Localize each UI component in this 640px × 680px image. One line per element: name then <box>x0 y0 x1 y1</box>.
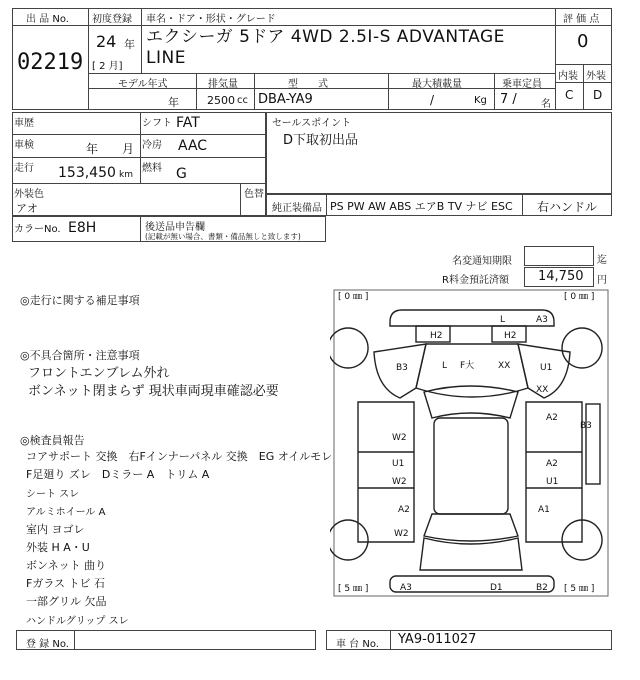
recycle-unit: 円 <box>597 275 607 286</box>
inspection-month: 月 <box>122 142 135 156</box>
damage-mark: A3 <box>400 583 412 593</box>
interior-label: 内装 <box>558 71 578 82</box>
divider <box>140 112 141 183</box>
divider <box>88 25 556 26</box>
exterior-label: 外装 <box>586 71 606 82</box>
rear-left-wheel-shape <box>330 520 368 560</box>
defect-line: フロントエンブレム外れ <box>28 366 170 381</box>
displacement-label: 排気量 <box>208 79 238 90</box>
damage-mark: XX <box>498 361 511 371</box>
divider <box>12 25 89 26</box>
inspector-line: ボンネット 曲り <box>26 559 107 572</box>
inspection-label: 車検 <box>14 140 34 151</box>
repaint-label: 色替 <box>244 189 264 200</box>
damage-mark: U1 <box>392 459 405 469</box>
damage-mark: B3 <box>580 421 592 431</box>
damage-mark: D1 <box>490 583 503 593</box>
defect-line: ボンネット閉まらず 現状車両現車確認必要 <box>28 384 279 399</box>
name-change-box <box>524 246 594 266</box>
aircon-label: 冷房 <box>142 140 162 151</box>
mileage-unit: km <box>119 170 133 180</box>
mileage: 153,450 <box>58 165 116 181</box>
model-type-label: 型 式 <box>288 79 328 90</box>
lot-label: 出 品 No. <box>26 14 69 25</box>
name-change-label: 名変通知期限 <box>452 256 512 267</box>
inspector-line: 外装 H A・U <box>26 541 90 554</box>
left-body-side-shape <box>358 402 414 542</box>
color-no-label: カラーNo. <box>14 224 61 235</box>
front-right-wheel-shape <box>562 328 602 368</box>
divider <box>141 8 142 74</box>
interior-score: C <box>565 88 574 102</box>
front-bumper-shape <box>390 310 554 326</box>
inspector-line: シート スレ <box>26 489 80 500</box>
displacement: 2500 <box>207 94 235 107</box>
tire-depth-front-left: [ 0 ㎜ ] <box>338 292 369 302</box>
tire-depth-front-right: [ 0 ㎜ ] <box>564 292 595 302</box>
car-name: エクシーガ 5ドア 4WD 2.5I-S ADVANTAGE LINE <box>146 27 505 68</box>
divider <box>555 25 612 26</box>
inspector-line: 一部グリル 欠品 <box>26 595 107 608</box>
trunk-shape <box>420 538 522 570</box>
divider <box>494 73 495 110</box>
damage-mark: W2 <box>394 529 409 539</box>
damage-mark: A2 <box>546 413 558 423</box>
inspector-line: 室内 ヨゴレ <box>26 523 85 536</box>
windshield-shape <box>424 386 518 418</box>
inspector-line: コアサポート 交換 右Fインナーパネル 交換 EG オイルモレ <box>26 450 333 463</box>
damage-mark: B3 <box>396 363 408 373</box>
tire-depth-rear-right: [ 5 ㎜ ] <box>564 584 595 594</box>
shift: FAT <box>176 115 200 131</box>
damage-mark: H2 <box>430 331 443 341</box>
car-name-label: 車名・ドア・形状・グレード <box>146 14 276 25</box>
divider <box>140 216 141 242</box>
inspector-line: Fガラス トビ 石 <box>26 577 105 590</box>
chassis-no-label: 車 台 No. <box>336 639 379 650</box>
damage-mark: A3 <box>536 315 548 325</box>
history-label: 車歴 <box>14 118 34 129</box>
fuel-label: 燃料 <box>142 163 162 174</box>
equipment-label: 純正装備品 <box>272 203 322 214</box>
damage-mark: H2 <box>504 331 517 341</box>
divider <box>522 194 523 216</box>
divider <box>390 630 391 650</box>
capacity-label: 乗車定員 <box>502 79 542 90</box>
aircon: AAC <box>178 138 208 154</box>
name-change-unit: 迄 <box>597 255 607 266</box>
damage-mark: U1 <box>546 477 559 487</box>
divider <box>583 64 584 110</box>
score-label: 評 価 点 <box>563 14 600 25</box>
tire-depth-rear-left: [ 5 ㎜ ] <box>338 584 369 594</box>
damage-mark: A1 <box>538 505 550 515</box>
model-year-unit: 年 <box>168 96 179 109</box>
first-reg-label: 初度登録 <box>92 14 132 25</box>
divider <box>12 157 266 158</box>
roof-shape <box>434 418 508 514</box>
model-type: DBA-YA9 <box>258 92 313 107</box>
first-reg-year: 24 <box>96 32 117 51</box>
capacity-unit: 名 <box>541 99 551 110</box>
front-left-wheel-shape <box>330 328 368 368</box>
color-label: 外装色 <box>14 189 44 200</box>
max-load-unit: Kg <box>474 95 487 106</box>
divider <box>74 630 75 650</box>
driving-title: ◎走行に関する補足事項 <box>20 294 140 307</box>
inspector-line: ハンドルグリップ スレ <box>26 616 129 627</box>
color-no: E8H <box>68 220 97 236</box>
equipment: PS PW AW ABS エアB TV ナビ ESC <box>330 200 513 213</box>
divider <box>12 134 266 135</box>
divider <box>388 73 389 110</box>
warranty-label: 後送品申告欄 <box>145 222 205 233</box>
defects-title: ◎不具合箇所・注意事項 <box>20 349 140 362</box>
lot-number: 02219 <box>17 50 84 75</box>
damage-mark: L <box>500 315 506 325</box>
recycle-label: R料金預託済額 <box>442 275 509 286</box>
inspection-year: 年 <box>86 142 99 156</box>
damage-mark: XX <box>536 385 549 395</box>
shift-label: シフト <box>142 118 172 129</box>
damage-mark: A2 <box>398 505 410 515</box>
steering: 右ハンドル <box>537 200 598 214</box>
divider <box>12 183 266 184</box>
inspector-line: F足廻り ズレ Dミラー A トリム A <box>26 468 210 481</box>
displacement-unit: cc <box>237 95 248 106</box>
fuel: G <box>176 166 187 182</box>
divider <box>240 183 241 216</box>
damage-mark: F大 <box>460 361 475 371</box>
damage-mark: L <box>442 361 448 371</box>
damage-mark: A2 <box>546 459 558 469</box>
divider <box>254 73 255 110</box>
damage-mark: U1 <box>540 363 553 373</box>
divider <box>196 73 197 110</box>
divider <box>326 194 327 216</box>
damage-mark: W2 <box>392 433 407 443</box>
color: アオ <box>16 202 38 215</box>
inspector-title: ◎検査員報告 <box>20 434 85 447</box>
capacity: 7 / <box>500 92 517 107</box>
damage-mark: B2 <box>536 583 548 593</box>
recycle-amount: 14,750 <box>538 269 584 284</box>
max-load-label: 最大積載量 <box>412 79 462 90</box>
sales-point-label: セールスポイント <box>272 118 352 129</box>
chassis-no: YA9-011027 <box>398 632 477 647</box>
sales-point: D下取初出品 <box>283 133 359 148</box>
mileage-label: 走行 <box>14 163 34 174</box>
rear-bumper-shape <box>390 576 554 592</box>
rear-window-shape <box>424 514 518 541</box>
model-year-label: モデル年式 <box>118 79 168 90</box>
first-reg-year-unit: 年 <box>124 38 135 51</box>
first-reg-month: [ 2 月] <box>92 61 123 72</box>
inspector-line: アルミホイール A <box>26 507 106 518</box>
warranty-note: (記載が無い場合、書類・備品無しと致します) <box>145 232 301 241</box>
score: 0 <box>577 31 589 52</box>
right-step-shape <box>586 404 600 484</box>
max-load: / <box>430 93 435 107</box>
reg-no-label: 登 録 No. <box>26 639 69 650</box>
car-diagram <box>330 288 612 600</box>
details-box <box>12 112 266 216</box>
damage-mark: W2 <box>392 477 407 487</box>
divider <box>88 73 556 74</box>
exterior-score: D <box>593 88 603 102</box>
